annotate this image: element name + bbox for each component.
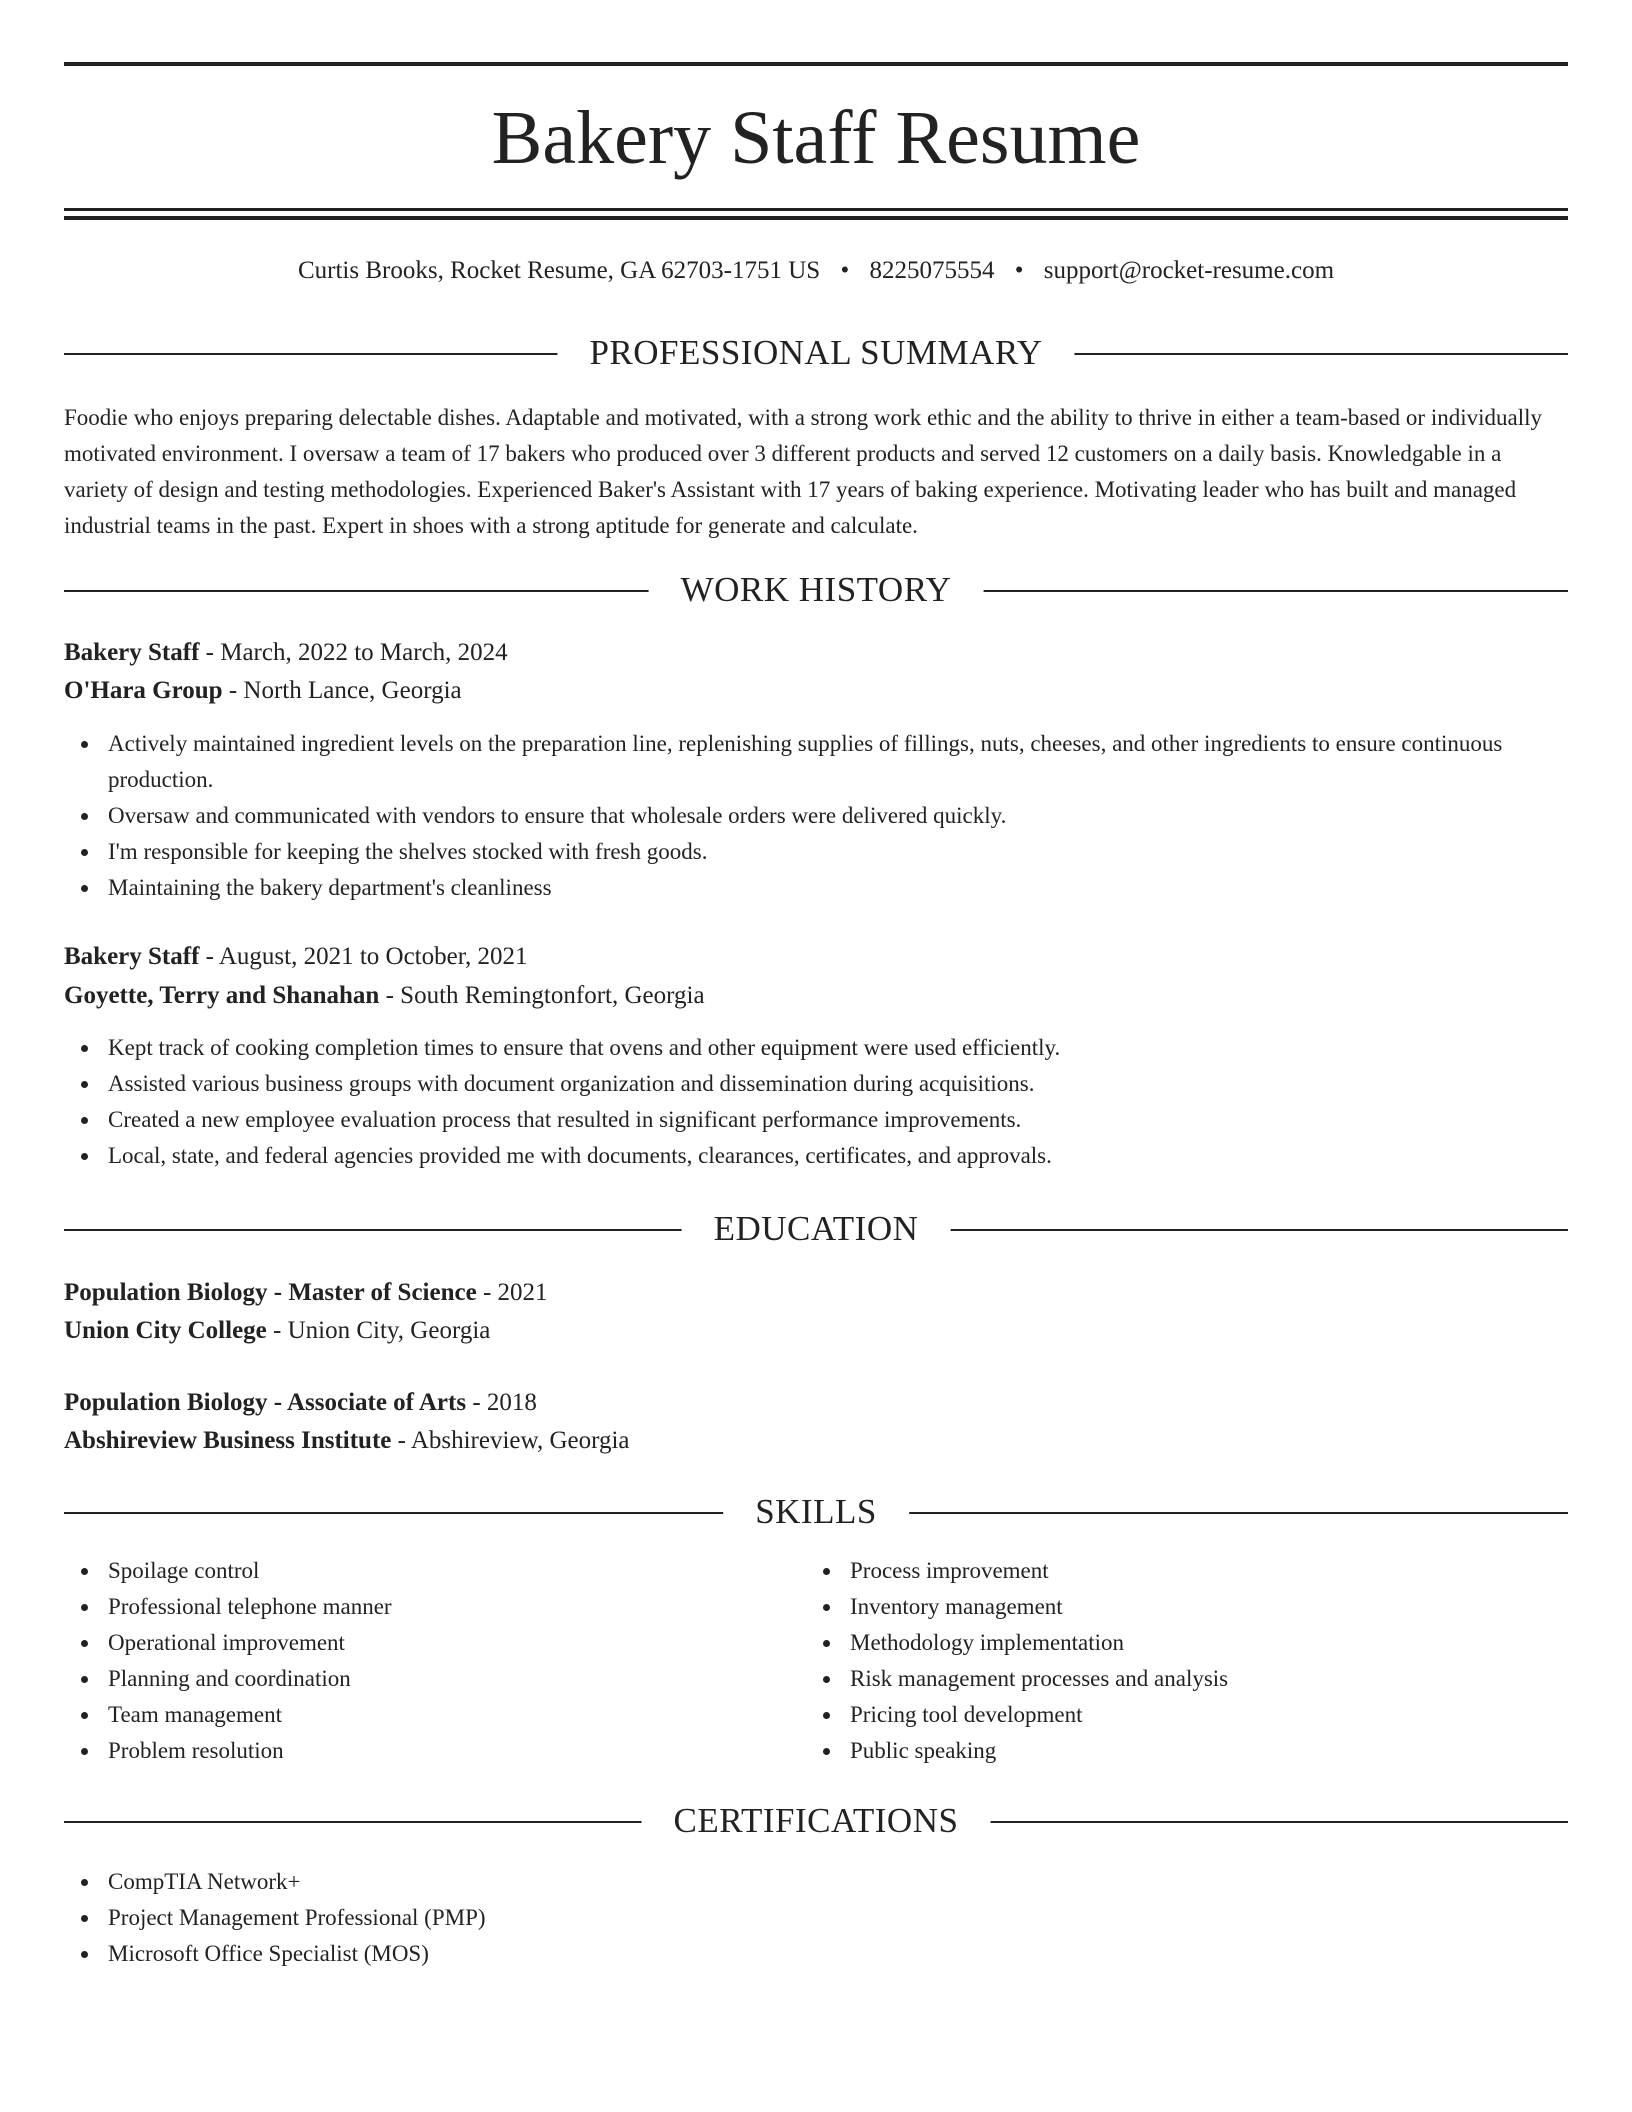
- contact-separator: •: [1014, 257, 1024, 284]
- certification-item: CompTIA Network+: [108, 1864, 1612, 1900]
- job-location: - South Remingtonfort, Georgia: [379, 982, 705, 1009]
- page-title: Bakery Staff Resume: [491, 96, 1141, 180]
- section-heading-summary: [64, 333, 1568, 373]
- education-year: - 2018: [466, 1389, 537, 1416]
- job-company-line: [64, 978, 705, 1014]
- list-item: I'm responsible for keeping the shelves stocked with fresh goods.: [108, 834, 1612, 870]
- skill-item: Risk management processes and analysis: [850, 1661, 1632, 1697]
- education-degree-line: [64, 1275, 548, 1311]
- section-heading-certifications: [64, 1801, 1568, 1841]
- list-item: Oversaw and communicated with vendors to ensure that wholesale orders were delivered quickly.: [108, 798, 1612, 834]
- job-dates: - August, 2021 to October, 2021: [199, 943, 528, 970]
- contact-line: [64, 254, 1568, 288]
- skill-item: Methodology implementation: [850, 1625, 1632, 1661]
- education-school: Abshireview Business Institute: [64, 1427, 392, 1454]
- job-bullets: [64, 726, 1612, 906]
- job-dates: - March, 2022 to March, 2024: [199, 639, 508, 666]
- job-title-line: [64, 939, 528, 975]
- header-double-rule: [64, 208, 1568, 220]
- education-location: - Union City, Georgia: [266, 1317, 491, 1344]
- contact-address: Curtis Brooks, Rocket Resume, GA 62703-1751 US: [297, 257, 821, 284]
- education-year: - 2021: [476, 1279, 548, 1306]
- certifications-list: [64, 1864, 1612, 1972]
- list-item: Local, state, and federal agencies provided me with documents, clearances, certificates, and approvals.: [108, 1138, 1612, 1174]
- job-bullets: [64, 1030, 1612, 1174]
- skill-item: Inventory management: [850, 1589, 1632, 1625]
- job-company-line: [64, 673, 462, 709]
- job-company: O'Hara Group: [64, 677, 223, 704]
- section-title: EDUCATION: [682, 1209, 951, 1249]
- list-item: Created a new employee evaluation process that resulted in significant performance improvements.: [108, 1102, 1612, 1138]
- section-title: PROFESSIONAL SUMMARY: [557, 333, 1074, 373]
- skill-item: Team management: [108, 1697, 1612, 1733]
- certification-item: Microsoft Office Specialist (MOS): [108, 1936, 1612, 1972]
- skill-item: Planning and coordination: [108, 1661, 1612, 1697]
- education-school: Union City College: [64, 1317, 267, 1344]
- education-degree-line: [64, 1385, 537, 1421]
- section-heading-work: [64, 570, 1568, 610]
- section-title: CERTIFICATIONS: [642, 1801, 991, 1841]
- list-item: Assisted various business groups with document organization and dissemination during acquisitions.: [108, 1066, 1612, 1102]
- skill-item: Operational improvement: [108, 1625, 1612, 1661]
- job-title: Bakery Staff: [64, 639, 200, 666]
- contact-separator: •: [840, 257, 850, 284]
- list-item: Actively maintained ingredient levels on the preparation line, replenishing supplies of fillings, nuts, cheeses, and other ingredients to ensure continuous production.: [108, 726, 1612, 798]
- job-location: - North Lance, Georgia: [222, 677, 462, 704]
- skills-list-right: [806, 1553, 1632, 1769]
- skill-item: Public speaking: [850, 1733, 1632, 1769]
- list-item: Kept track of cooking completion times to ensure that ovens and other equipment were used efficiently.: [108, 1030, 1612, 1066]
- job-company: Goyette, Terry and Shanahan: [64, 982, 380, 1009]
- section-title: SKILLS: [723, 1492, 909, 1532]
- contact-phone: 8225075554: [869, 257, 995, 284]
- education-school-line: [64, 1313, 490, 1349]
- summary-text: Foodie who enjoys preparing delectable dishes. Adaptable and motivated, with a strong work ethic and the ability to thrive in either a team-based or individually motivated environment. I oversaw a team of 17 bakers who produced over 3 different products and served 12 customers on a daily basis. Knowledgable in a variety of design and testing methodologies. Experienced Baker's Assistant with 17 years of baking experience. Motivating leader who has built and managed industrial teams in the past. Expert in shoes with a strong aptitude for generate and calculate.: [64, 405, 1542, 538]
- skill-item: Pricing tool development: [850, 1697, 1632, 1733]
- certification-item: Project Management Professional (PMP): [108, 1900, 1612, 1936]
- education-degree: Population Biology - Master of Science: [64, 1279, 477, 1306]
- header-top-rule: [64, 62, 1568, 66]
- section-heading-education: [64, 1209, 1568, 1249]
- section-title: WORK HISTORY: [649, 570, 984, 610]
- contact-email: support@rocket-resume.com: [1043, 257, 1335, 284]
- list-item: Maintaining the bakery department's cleanliness: [108, 870, 1612, 906]
- section-heading-skills: [64, 1492, 1568, 1532]
- job-title: Bakery Staff: [64, 943, 200, 970]
- skill-item: Spoilage control: [108, 1553, 1612, 1589]
- education-school-line: [64, 1423, 630, 1459]
- skill-item: Problem resolution: [108, 1733, 1612, 1769]
- job-title-line: [64, 635, 508, 671]
- education-location: - Abshireview, Georgia: [391, 1427, 630, 1454]
- education-degree: Population Biology - Associate of Arts: [64, 1389, 467, 1416]
- skill-item: Professional telephone manner: [108, 1589, 1612, 1625]
- skill-item: Process improvement: [850, 1553, 1632, 1589]
